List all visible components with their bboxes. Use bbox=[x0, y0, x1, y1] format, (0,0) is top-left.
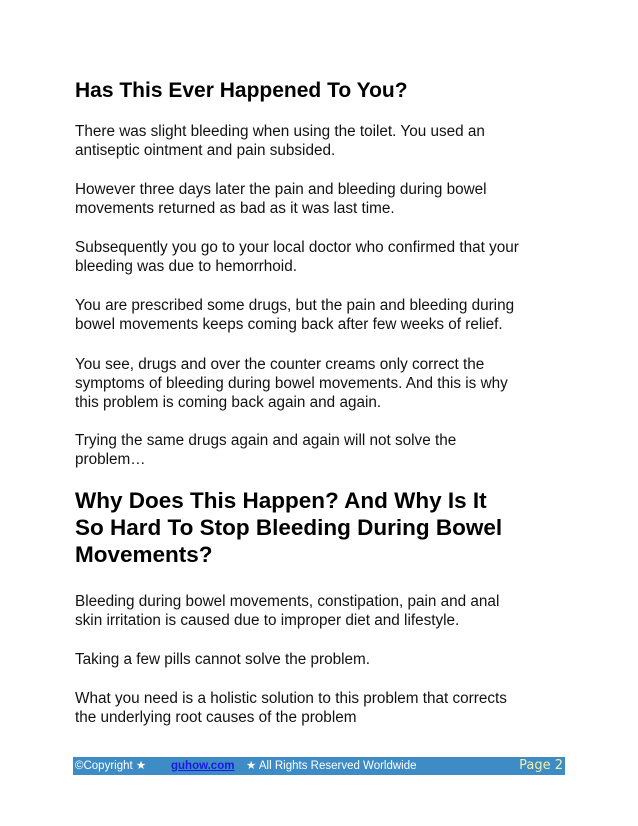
rights-reserved-text: ★ All Rights Reserved Worldwide bbox=[246, 760, 417, 772]
text-line: However three days later the pain and bleeding during bowel bbox=[75, 181, 487, 198]
paragraph-same-drugs bbox=[75, 431, 575, 469]
paragraph-prescribed-drugs bbox=[75, 296, 575, 334]
text-line: Trying the same drugs again and again will not solve the bbox=[75, 432, 457, 449]
text-line: movements returned as bad as it was last time. bbox=[75, 200, 395, 217]
text-line: Bleeding during bowel movements, constipation, pain and anal bbox=[75, 593, 500, 610]
text-line: antiseptic ointment and pain subsided. bbox=[75, 142, 336, 159]
text-line: symptoms of bleeding during bowel movements. And this is why bbox=[75, 375, 508, 392]
page-footer bbox=[73, 757, 565, 775]
paragraph-local-doctor bbox=[75, 238, 575, 276]
paragraph-few-pills bbox=[75, 650, 575, 669]
heading-line: Why Does This Happen? And Why Is It bbox=[75, 488, 487, 513]
text-line: skin irritation is caused due to improper diet and lifestyle. bbox=[75, 612, 460, 629]
text-line: the underlying root causes of the problem bbox=[75, 709, 357, 726]
paragraph-drugs-creams bbox=[75, 355, 575, 412]
text-line: What you need is a holistic solution to this problem that corrects bbox=[75, 690, 507, 707]
text-line: this problem is coming back again and again. bbox=[75, 394, 382, 411]
guhow-link[interactable]: guhow.com bbox=[171, 760, 235, 772]
paragraph-slight-bleeding bbox=[75, 122, 575, 160]
paragraph-three-days-later bbox=[75, 180, 575, 218]
text-line: Taking a few pills cannot solve the problem. bbox=[75, 651, 371, 668]
heading-line: So Hard To Stop Bleeding During Bowel bbox=[75, 515, 503, 540]
paragraph-causes bbox=[75, 592, 575, 630]
heading-why-does-this-happen bbox=[75, 487, 502, 568]
text-line: bleeding was due to hemorrhoid. bbox=[75, 258, 297, 275]
text-line: You see, drugs and over the counter creams only correct the bbox=[75, 356, 485, 373]
heading-has-this-ever-happened: Has This Ever Happened To You? bbox=[75, 79, 408, 102]
text-line: Subsequently you go to your local doctor who confirmed that your bbox=[75, 239, 519, 256]
copyright-text: ©Copyright ★ bbox=[75, 760, 147, 772]
heading-line: Movements? bbox=[75, 542, 213, 567]
text-line: You are prescribed some drugs, but the pain and bleeding during bbox=[75, 297, 515, 314]
text-line: problem… bbox=[75, 451, 146, 468]
text-line: bowel movements keeps coming back after few weeks of relief. bbox=[75, 316, 503, 333]
page-number: Page 2 bbox=[519, 758, 563, 773]
paragraph-holistic-solution bbox=[75, 689, 575, 727]
text-line: There was slight bleeding when using the toilet. You used an bbox=[75, 123, 485, 140]
